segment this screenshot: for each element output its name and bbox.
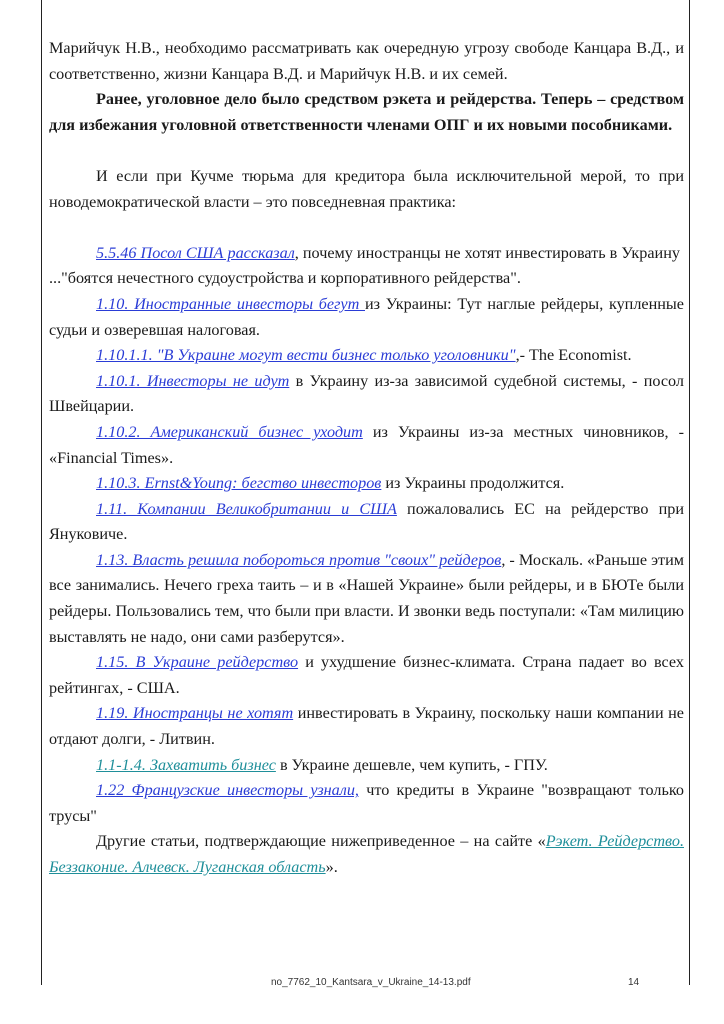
list-item <box>49 420 684 471</box>
closing-text: Другие статьи, подтверждающие нижеприведенное – на сайте « <box>96 832 546 851</box>
list-item <box>49 650 684 701</box>
intro-paragraph: Марийчук Н.В., необходимо рассматривать как очередную угрозу свободе Канцара В.Д., и соответственно, жизни Канцара В.Д. и Марийчук Н.В. и их семей. <box>49 39 684 83</box>
article-link[interactable]: 1.22 Французские инвесторы узнали, <box>96 781 359 800</box>
footer-filename: no_7762_10_Kantsara_v_Ukraine_14-13.pdf <box>271 977 471 988</box>
list-item <box>49 778 684 829</box>
item-text: инвестировать в Украину, поскольку наши компании не отдают долги, - Литвин. <box>49 704 684 749</box>
item-text: из Украины: Тут наглые рейдеры, купленные судьи и озверевшая налоговая. <box>49 294 684 339</box>
list-item <box>49 548 684 650</box>
article-link[interactable]: 1.10.1. Инвесторы не идут <box>96 371 290 390</box>
closing-end: ». <box>325 858 338 876</box>
article-link[interactable]: 1.10.3. Ernst&Young: бегство инвесторов <box>96 474 382 493</box>
article-link[interactable]: 1.11. Компании Великобритании и США <box>96 499 397 518</box>
item-text: что кредиты в Украине "возвращают только трусы" <box>49 781 685 825</box>
item-text: в Украине дешевле, чем купить, - ГПУ. <box>275 755 548 774</box>
list-item <box>49 497 684 548</box>
page-border-left <box>41 0 42 985</box>
item-text: ,- The Economist. <box>515 346 632 365</box>
item-text: в Украину из-за зависимой судебной системы, - посол Швейцарии. <box>49 371 685 416</box>
article-link[interactable]: 1.10. Иностранные инвесторы бегут <box>96 294 365 313</box>
list-item <box>49 343 684 369</box>
item-text: , почему иностранцы не хотят инвестировать в Украину <box>294 243 680 262</box>
article-link[interactable]: 1.15. В Украине рейдерство <box>96 653 299 672</box>
list-item <box>49 471 684 497</box>
spacer <box>49 215 684 241</box>
site-link[interactable]: Рэкет. Рейдерство. Беззаконие. Алчевск. Луганская область <box>49 832 684 876</box>
article-link[interactable]: 1.13. Власть решила побороться против "своих" рейдеров <box>96 550 502 569</box>
article-link[interactable]: 1.19. Иностранцы не хотят <box>96 704 294 723</box>
item-text: , - Москаль. «Раньше этим все занимались. Нечего греха таить – и в «Нашей Украине» были рейдеры, и в БЮТе были рейдеры. Пользовались тем, что были при власти. И звонки ведь поступали: «Там милицию выставлять не надо, они сами разберутся». <box>49 550 685 646</box>
bold-paragraph: Ранее, уголовное дело было средством рэкета и рейдерства. Теперь – средством для избежания уголовной ответственности членами ОПГ и их новыми пособниками. <box>49 90 684 134</box>
list-item <box>49 241 684 267</box>
closing-paragraph <box>49 829 684 880</box>
page-number: 14 <box>628 977 640 988</box>
list-item <box>49 369 684 420</box>
list-item <box>49 292 684 343</box>
page-border-right <box>689 0 690 985</box>
article-link[interactable]: 1.10.2. Американский бизнес уходит <box>96 422 363 441</box>
list-item <box>49 753 684 779</box>
article-link[interactable]: 1.1-1.4. Захватить бизнес <box>96 755 276 774</box>
item-quote: ..."боятся нечестного судоустройства и корпоративного рейдерства". <box>49 269 521 288</box>
spacer <box>49 138 684 164</box>
item-text: пожаловались ЕС на рейдерство при Януковиче. <box>49 499 684 544</box>
item-text: и ухудшение бизнес-климата. Страна падает во всех рейтингах, - США. <box>49 653 684 697</box>
article-link[interactable]: 1.10.1.1. "В Украине могут вести бизнес только уголовники" <box>96 346 516 365</box>
list-item <box>49 701 684 752</box>
kuchma-paragraph: И если при Кучме тюрьма для кредитора была исключительной мерой, то при новодемократической власти – это повседневная практика: <box>49 166 684 211</box>
item-text: из Украины продолжится. <box>381 474 565 493</box>
item-text: из Украины из-за местных чиновников, - «Financial Times». <box>49 422 684 467</box>
article-link[interactable]: 5.5.46 Посол США рассказал <box>96 243 295 262</box>
document-body <box>49 36 684 881</box>
